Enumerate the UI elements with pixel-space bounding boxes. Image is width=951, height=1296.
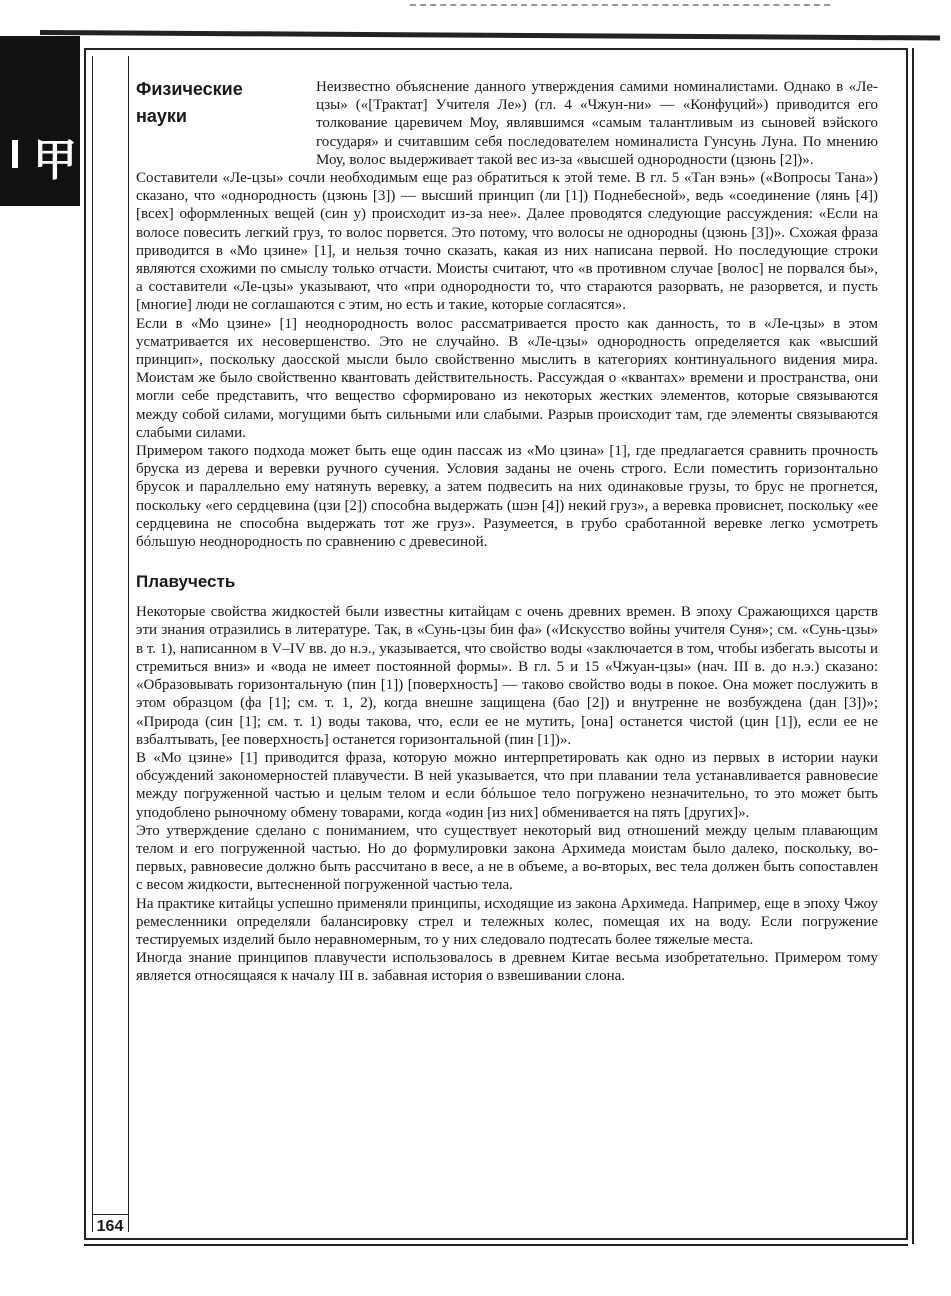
top-dashed-rule [410,4,830,6]
paragraph: Примером такого подхода может быть еще один пассаж из «Мо цзина» [1], где предлагается сравнить прочность бруска из дерева и веревки ручного сучения. Условия заданы не очень строго. Если поместить горизонтально брусок и параллельно ему натянуть веревку, а затем подвесить на них одинаковые грузы, то брус не прогнется, поскольку «его сердцевина (цзи [2]) способна выдержать (шэн [4]) некий груз», а веревка провиснет, поскольку «ее сердцевина не способна выдержать тот же груз». Разумеется, в грубо сработанной веревке легко усмотреть бóльшую неоднородность по сравнению с древесиной. [136,443,878,551]
frame-shadow-bottom [84,1244,908,1246]
page-content [136,72,878,986]
title-line-1: Физические [136,79,243,99]
page-number: 164 [92,1214,128,1239]
paragraph: Это утверждение сделано с пониманием, что существует некоторый вид отношений между целым плавающим телом и его погруженной частью. Но до формулировки закона Архимеда моистам было далеко, поскольку, во-первых, равновесие должно быть рассчитано в весе, а не в объеме, а во-вторых, вес тела должен быть сопоставлен с весом жидкости, вытесненной погруженной частью тела. [136,822,878,894]
title-line-2: науки [136,106,187,126]
physical-sciences-title [136,72,296,169]
top-rule [40,30,940,40]
paragraph: В «Мо цзине» [1] приводится фраза, которую можно интерпретировать как одно из первых в истории науки обсуждений закономерностей плавучести. В ней указывается, что при плавании тела устанавливается равновесие между погруженной частью и целым телом и если бóльшое тело погружено незначительно, то это может быть уподоблено рыночному обмену товарами, когда «один [из них] обменивается на пять [других]». [136,749,878,821]
paragraph: Если в «Мо цзине» [1] неоднородность волос рассматривается просто как данность, то в «Ле-цзы» в этом усматривается их несовершенство. Это не случайно. В «Ле-цзы» однородность определяется как «высший принцип», поскольку даосской мысли было свойственно мыслить в категориях континуального видения мира. Моистам же было свойственно квантовать действительность. Рассуждая о «квантах» времени и пространства, они могли себе представить, что вещество сформировано из некоторых жестких элементов, которые связываются между собой силами, могущими быть сильными или слабыми. Разрыв происходит там, где элементы связываются слабыми силами. [136,315,878,441]
intro-paragraph: Неизвестно объяснение данного утверждения самими номиналистами. Однако в «Ле-цзы» («[Трактат] Учителя Ле») (гл. 4 «Чжун-ни» — «Конфуций») приводится его толкование царевичем Моу, являвшимся «самым талантливым из сыновей вэйского государя» и считавшим себя последователем номиналиста Гунсунь Луна. По мнению Моу, волос выдерживает такой вес из-за «высшей однородности (цзюнь [2])». [316,79,878,168]
paragraph: На практике китайцы успешно применяли принципы, исходящие из закона Архимеда. Например, еще в эпоху Чжоу ремесленники определяли балансировку стрел и тележных колес, помещая их на воду. Если погружение тестируемых изделий было неравномерным, то у них следовало подтесать более тяжелые места. [136,895,878,948]
chapter-sidebar [0,36,80,206]
frame-shadow-right [912,48,914,1244]
chapter-glyph: 甲 [33,135,77,186]
paragraph: Иногда знание принципов плавучести использовалось в древнем Китае весьма изобретательно. Примером тому является относящаяся к началу III в. забавная история о взвешивании слона. [136,950,878,985]
frame-inner-rule [92,56,93,1232]
paragraph: Составители «Ле-цзы» сочли необходимым еще раз обратиться к этой теме. В гл. 5 «Тан вэнь» («Вопросы Тана») сказано, что «однородность (цзюнь [3]) — высший принцип (ли [1]) Поднебесной», ведь «соединение (лянь [4]) [всех] оформленных вещей (син у) происходит из-за нее». Далее проводятся следующие рассуждения: «Если на волосе повесить легкий груз, то волос порвется. Это потому, что волосы не однородны (цзюнь [3])». Схожая фраза приводится в «Мо цзине» [1], и нельзя точно сказать, какая из них написана первой. Но последующие строки являются схожими по смыслу только отчасти. Моисты считают, что «в противном случае [волос] не порвался бы», а составители «Ле-цзы» указывают, что «при однородности то, что стараются разорвать, не разорвется, и пусть [многие] люди не соглашаются с этим, но есть и такие, которые согласятся». [136,170,878,314]
sidebar-mark [12,140,18,168]
paragraph: Некоторые свойства жидкостей были известны китайцам с очень древних времен. В эпоху Сражающихся царств эти знания отразились в литературе. Так, в «Сунь-цзы бин фа» («Искусство войны учителя Суня»; см. «Сунь-цзы» в т. 1), написанном в V–IV вв. до н.э., указывается, что свойство воды «заключается в том, чтобы избегать высоты и стремиться вниз» и «вода не имеет постоянной формы». В гл. 5 и 15 «Чжуан-цзы» (нач. III в. до н.э.) сказано: «Образовывать горизонтальную (пин [1]) [поверхность] — таково свойство воды в покое. Она может послужить в этом образцом (фа [1]; см. т. 1, 2), когда внешне защищена (бао [2]) и внутренне не возбуждена (дан [3])»; «Природа (син [1]; см. т. 1) воды такова, что, если ее не мутить, [она] останется чистой (цин [1]), если ее не взбалтывать, [ее поверхность] останется горизонтальной (пин [1])». [136,604,878,748]
frame-margin-rule [128,56,129,1232]
physical-sciences-header [136,72,878,169]
buoyancy-title: Плавучесть [136,572,236,592]
